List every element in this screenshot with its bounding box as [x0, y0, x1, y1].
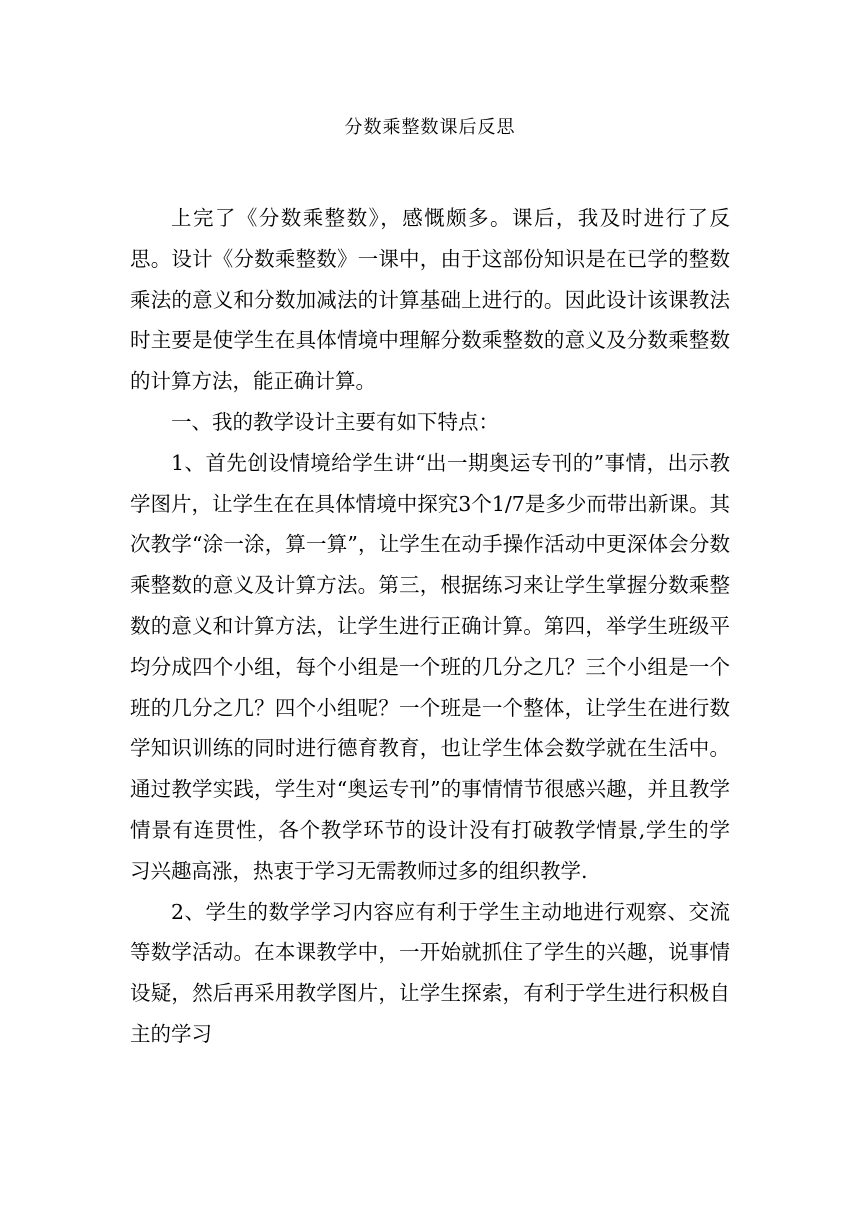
paragraph-point-1: 1、首先创设情境给学生讲“出一期奥运专刊的”事情，出示教学图片，让学生在在具体情境中探究3个1/7是多少而带出新课。其次教学“涂一涂，算一算”，让学生在动手操作活动中更深体会分数乘整数的意义及计算方法。第三，根据练习来让学生掌握分数乘整数的意义和计算方法，让学生进行正确计算。第四，举学生班级平均分成四个小组，每个小组是一个班的几分之几？三个小组是一个班的几分之几？四个小组呢？一个班是一个整体，让学生在进行数学知识训练的同时进行德育教育，也让学生体会数学就在生活中。通过教学实践，学生对“奥运专刊”的事情情节很感兴趣，并且教学情景有连贯性，各个教学环节的设计没有打破教学情景,学生的学习兴趣高涨，热衷于学习无需教师过多的组织教学.	[130, 450, 730, 883]
document-title: 分数乘整数课后反思	[344, 117, 516, 138]
paragraph-section-heading: 一、我的教学设计主要有如下特点：	[171, 409, 499, 434]
document-body	[130, 198, 730, 1055]
paragraph-point-2: 2、学生的数学学习内容应有利于学生主动地进行观察、交流等数学活动。在本课教学中，一开始就抓住了学生的兴趣，说事情设疑，然后再采用教学图片，让学生探索，有利于学生进行积极自主的学习	[130, 899, 730, 1046]
paragraph-intro: 上完了《分数乘整数》，感慨颇多。课后，我及时进行了反思。设计《分数乘整数》一课中，由于这部份知识是在已学的整数乘法的意义和分数加减法的计算基础上进行的。因此设计该课教法时主要是使学生在具体情境中理解分数乘整数的意义及分数乘整数的计算方法，能正确计算。	[130, 206, 730, 394]
